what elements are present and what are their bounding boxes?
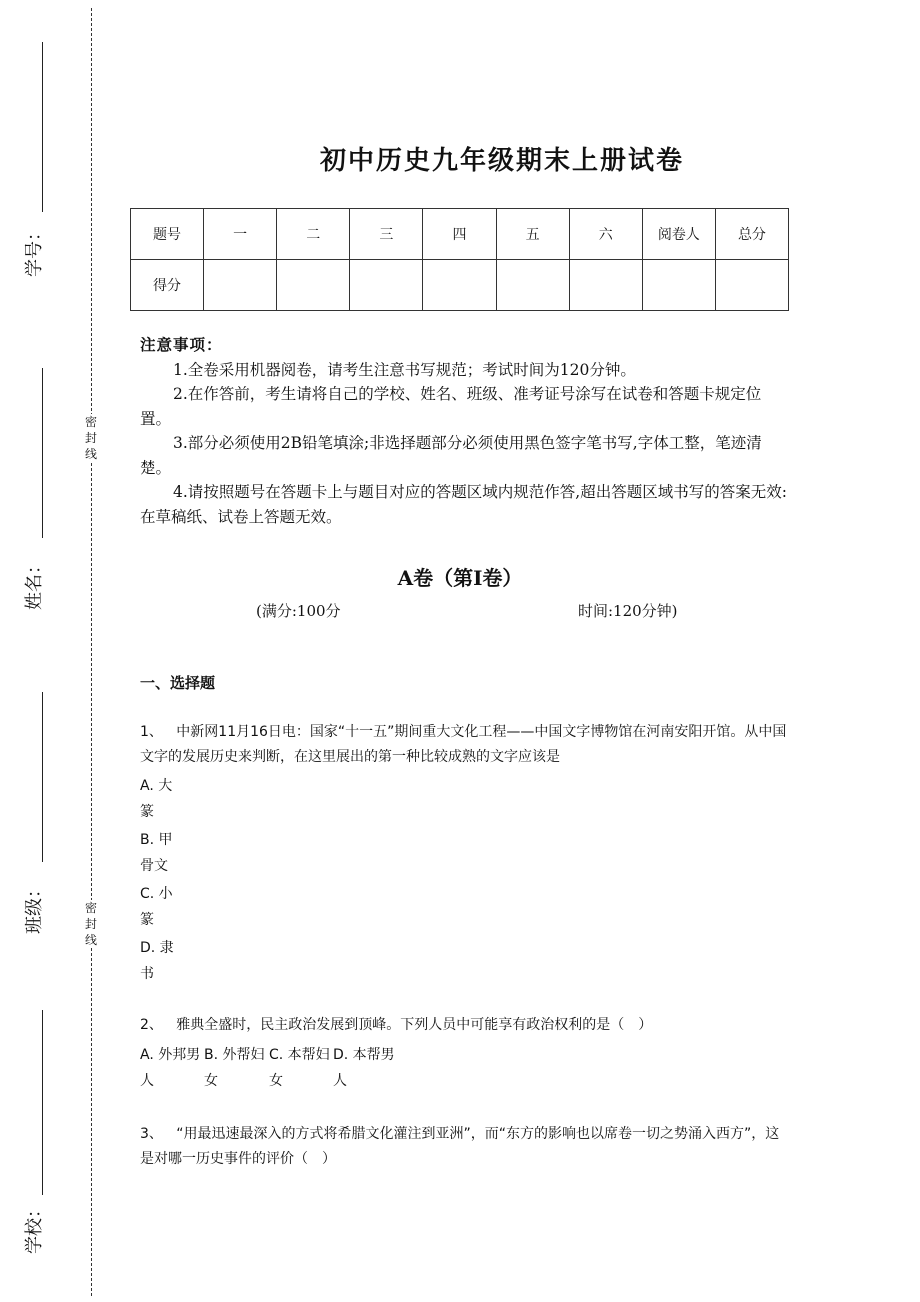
note-item: 2.在作答前，考生请将自己的学校、姓名、班级、准考证号涂写在试卷和答题卡规定位置。 [140, 385, 762, 428]
exam-notes [140, 333, 790, 529]
q1-option-b[interactable]: B. 甲骨文 [140, 832, 173, 874]
note-item: 4.请按照题号在答题卡上与题目对应的答题区域内规范作答,超出答题区域书写的答案无效:在草稿纸、试卷上答题无效。 [140, 483, 787, 526]
question-number: 1、 [140, 724, 163, 740]
question-number: 3、 [140, 1126, 163, 1142]
seal-dashed-line [91, 8, 92, 1296]
class-rule [42, 692, 43, 862]
note-item: 1.全卷采用机器阅卷，请考生注意书写规范；考试时间为120分钟。 [173, 360, 636, 379]
name-rule [42, 368, 43, 538]
q2-option-b[interactable]: B. 外帮妇女 [204, 1047, 265, 1089]
header-cell: 二 [277, 209, 350, 260]
question-text: “用最迅速最深入的方式将希腊文化灌注到亚洲”，而“东方的影响也以席卷一切之势涌入西方”，这是对哪一历史事件的评价（ ） [140, 1126, 780, 1167]
seal-text-lower: 密封线 [84, 901, 97, 947]
student-id-rule [42, 42, 43, 212]
question-1 [140, 720, 790, 770]
q2-option-d[interactable]: D. 本帮男人 [333, 1047, 395, 1089]
q2-option-a[interactable]: A. 外邦男人 [140, 1047, 201, 1089]
score-table-score-row [131, 260, 789, 311]
score-cell[interactable] [496, 260, 569, 311]
question-text: 中新网11月16日电：国家“十一五”期间重大文化工程——中国文字博物馆在河南安阳开馆。从中国文字的发展历史来判断，在这里展出的第一种比较成熟的文字应该是 [140, 724, 787, 765]
full-score: (满分:100分 [256, 602, 341, 620]
part-one-heading: 一、选择题 [140, 674, 216, 692]
q2-option-c[interactable]: C. 本帮妇女 [269, 1047, 330, 1089]
header-cell: 四 [423, 209, 496, 260]
score-cell[interactable] [350, 260, 423, 311]
note-item: 3.部分必须使用2B铅笔填涂;非选择题部分必须使用黑色签字笔书写,字体工整，笔迹清楚。 [140, 434, 762, 477]
student-id-label: 学号： [24, 223, 45, 277]
score-cell[interactable] [642, 260, 715, 311]
score-row-label: 得分 [131, 260, 204, 311]
header-cell: 六 [569, 209, 642, 260]
class-label: 班级： [24, 880, 45, 934]
section-title: A卷（第I卷） [397, 566, 523, 590]
question-text: 雅典全盛时，民主政治发展到顶峰。下列人员中可能享有政治权利的是（ ） [176, 1017, 653, 1033]
score-cell[interactable] [423, 260, 496, 311]
question-2 [140, 1013, 790, 1038]
exam-title: 初中历史九年级期末上册试卷 [319, 146, 684, 176]
seal-text-upper: 密封线 [84, 415, 97, 461]
name-label: 姓名： [24, 556, 45, 610]
score-cell[interactable] [204, 260, 277, 311]
question-3 [140, 1122, 790, 1172]
school-rule [42, 1010, 43, 1195]
q1-option-a[interactable]: A. 大篆 [140, 778, 173, 820]
header-cell: 题号 [131, 209, 204, 260]
score-cell[interactable] [715, 260, 788, 311]
exam-time: 时间:120分钟) [578, 602, 678, 620]
score-table-header-row [131, 209, 789, 260]
score-cell[interactable] [569, 260, 642, 311]
notes-heading: 注意事项： [140, 335, 223, 354]
header-cell: 五 [496, 209, 569, 260]
header-cell: 一 [204, 209, 277, 260]
school-label: 学校： [24, 1200, 45, 1254]
header-cell: 总分 [715, 209, 788, 260]
q1-option-d[interactable]: D. 隶书 [140, 940, 174, 982]
header-cell: 阅卷人 [642, 209, 715, 260]
score-cell[interactable] [277, 260, 350, 311]
binding-margin [0, 0, 110, 1302]
question-number: 2、 [140, 1017, 163, 1033]
score-table [130, 208, 789, 311]
header-cell: 三 [350, 209, 423, 260]
q1-option-c[interactable]: C. 小篆 [140, 886, 173, 928]
